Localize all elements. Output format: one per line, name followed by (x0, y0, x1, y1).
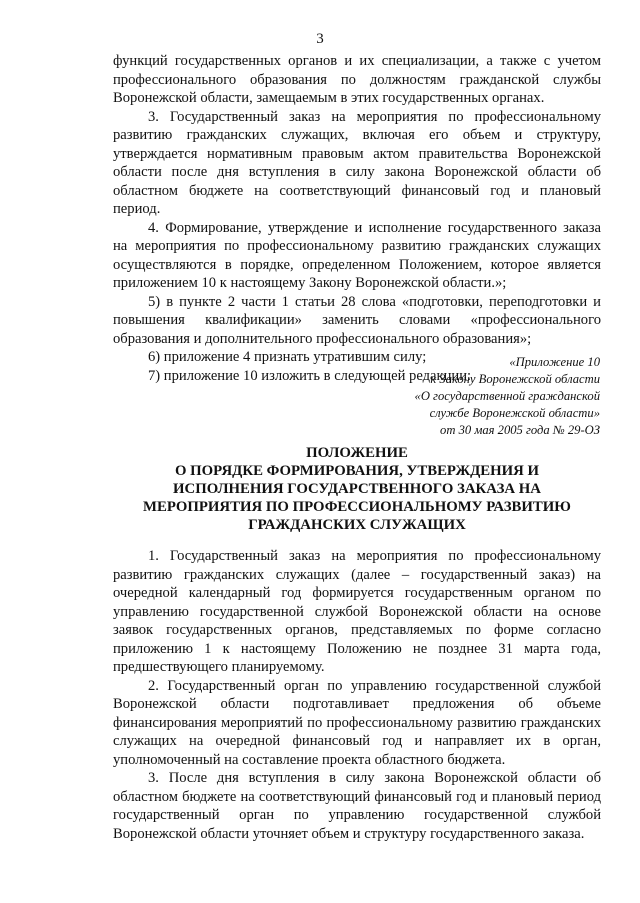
regulation-paragraph-2: 2. Государственный орган по управлению государственной службой Воронежской области подготавливает предложения об объеме финансирования мероприятий по профессиональному развитию гражданских служащих на очередной финансовый год и направляет их в орган, уполномоченный на составление проекта областного бюджета. (113, 677, 601, 768)
regulation-title-line: МЕРОПРИЯТИЯ ПО ПРОФЕССИОНАЛЬНОМУ РАЗВИТИЮ (143, 499, 571, 515)
law-amendment-text (113, 52, 601, 385)
regulation-title-line: О ПОРЯДКЕ ФОРМИРОВАНИЯ, УТВЕРЖДЕНИЯ И (174, 463, 540, 479)
paragraph-continuation: функций государственных органов и их специализации, а также с учетом профессионального образования по должностям гражданской службы Воронежской области, замещаемым в этих государственных органах. (113, 53, 601, 106)
paragraph-item-5: 5) в пункте 2 части 1 статьи 28 слова «подготовки, переподготовки и повышения квалификации» заменить словами «профессионального образования и дополнительного профессионального образования»; (113, 293, 601, 347)
regulation-paragraph-3: 3. После дня вступления в силу закона Воронежской области об областном бюджете на соответствующий финансовый год и плановый период государственный орган по управлению государственной службой Воронежской области уточняет объем и структуру государственного заказа. (113, 770, 601, 842)
annex-note-line: «Приложение 10 (509, 355, 600, 369)
regulation-body-text (113, 547, 601, 843)
regulation-paragraph-1: 1. Государственный заказ на мероприятия по профессиональному развитию гражданских служащих (далее – государственный заказ) на очередной календарный год формируется государственным органом по управлению государственной службой Воронежской области на основе заявок государственных органов, представляемых по форме согласно приложению 1 к настоящему Положению не позднее 31 марта года, предшествующего планируемому. (113, 548, 601, 675)
annex-reference-note (340, 354, 600, 439)
regulation-title-line: ИСПОЛНЕНИЯ ГОСУДАРСТВЕННОГО ЗАКАЗА НА (173, 481, 541, 497)
annex-note-line: «О государственной гражданской (414, 389, 600, 403)
annex-note-line: к Закону Воронежской области (430, 372, 600, 386)
paragraph-item-7: 7) приложение 10 изложить в следующей редакции: (148, 367, 472, 384)
paragraph-item-6: 6) приложение 4 признать утратившим силу; (148, 349, 427, 365)
page-number: 3 (316, 31, 324, 47)
regulation-title (113, 444, 601, 534)
regulation-title-line: ГРАЖДАНСКИХ СЛУЖАЩИХ (248, 517, 466, 533)
paragraph-clause-3: 3. Государственный заказ на мероприятия по профессиональному развитию гражданских служащих, включая его объем и структуру, утверждается нормативным правовым актом правительства Воронежской области после дня вступления в силу закона Воронежской области об областном бюджете на соответствующий финансовый год и плановый период. (113, 108, 601, 217)
annex-note-line: от 30 мая 2005 года № 29-ОЗ (440, 423, 600, 437)
paragraph-clause-4: 4. Формирование, утверждение и исполнение государственного заказа на мероприятия по профессиональному развитию гражданских служащих осуществляются в порядке, определенном Положением, которое является приложением 10 к настоящему Закону Воронежской области.»; (113, 219, 601, 291)
regulation-title-line: ПОЛОЖЕНИЕ (306, 445, 408, 461)
annex-note-line: службе Воронежской области» (429, 406, 600, 420)
